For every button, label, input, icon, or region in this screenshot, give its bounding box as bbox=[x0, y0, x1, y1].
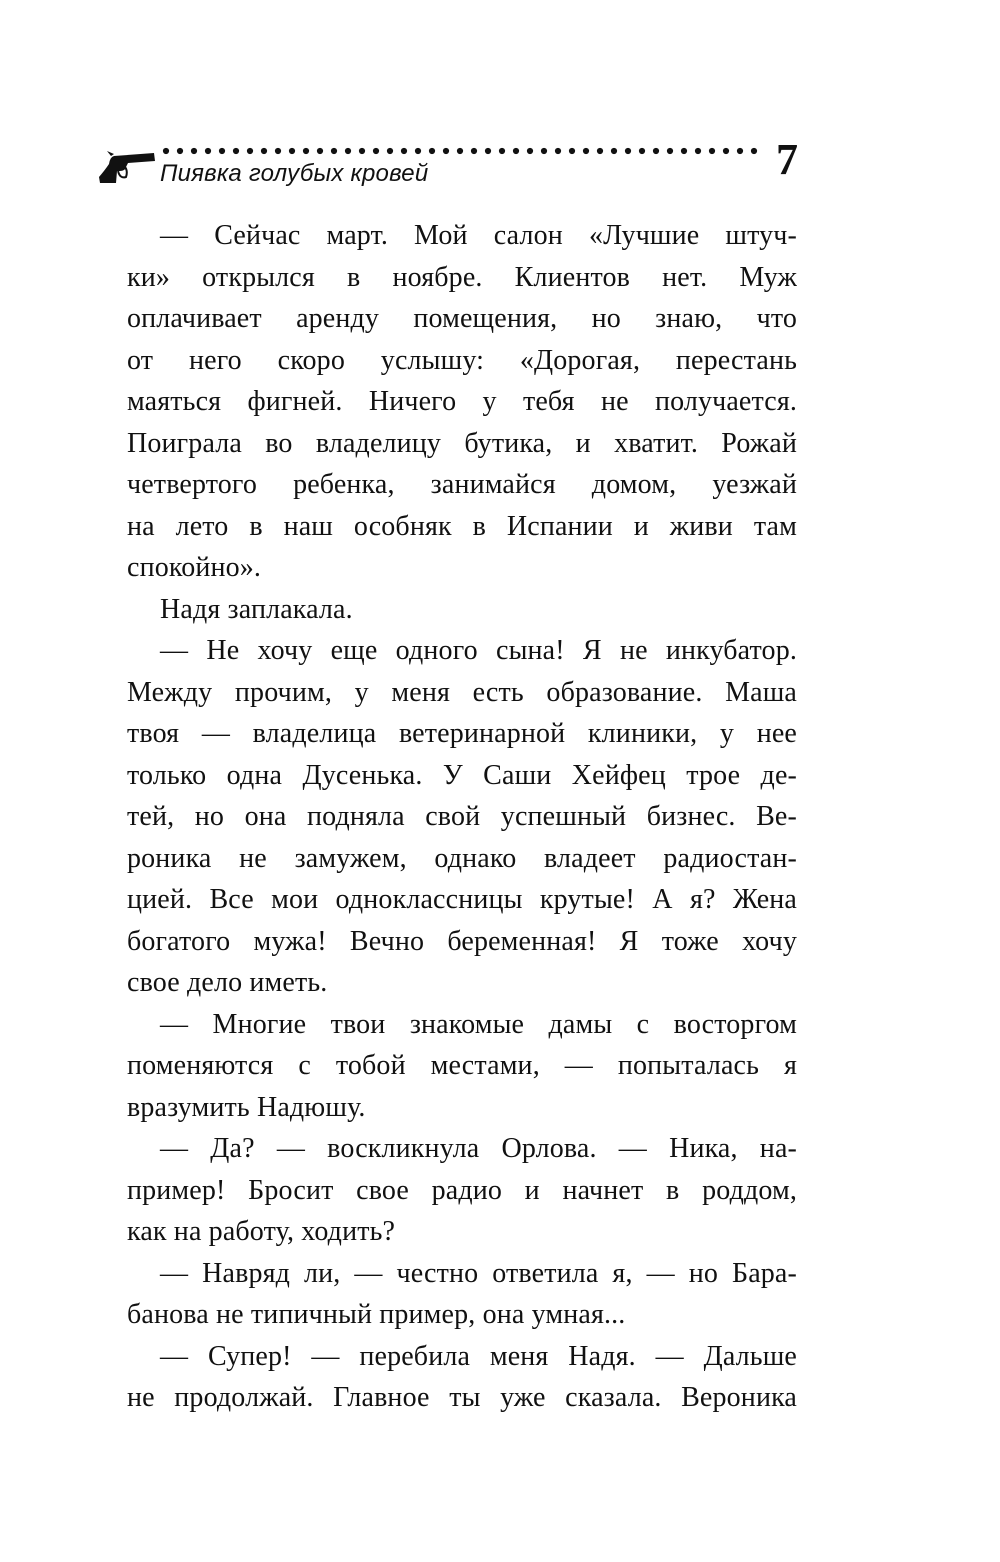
text-line: оплачивает аренду помещения, но знаю, что bbox=[127, 303, 797, 334]
page-number: 7 bbox=[776, 135, 798, 184]
text-line: — Не хочу еще одного сына! Я не инкубатор. bbox=[160, 635, 797, 666]
text-line: на лето в наш особняк в Испании и живи там bbox=[127, 510, 797, 542]
text-line: — Супер! — перебила меня Надя. — Дальше bbox=[160, 1340, 797, 1372]
text-line: твоя — владелица ветеринарной клиники, у нее bbox=[127, 718, 797, 749]
body-text bbox=[127, 215, 797, 1419]
text-line: как на работу, ходить? bbox=[127, 1216, 396, 1247]
text-line: поменяются с тобой местами, — попыталась я bbox=[127, 1050, 797, 1081]
text-line: Поиграла во владелицу бутика, и хватит. Рожай bbox=[127, 427, 797, 459]
text-line: роника не замужем, однако владеет радиостан- bbox=[127, 842, 797, 874]
text-line: четвертого ребенка, занимайся домом, уезжай bbox=[127, 469, 797, 500]
text-line: спокойно». bbox=[127, 552, 262, 583]
page-header bbox=[98, 135, 798, 195]
text-line: тей, но она подняла свой успешный бизнес. Ве- bbox=[127, 801, 797, 832]
running-title: Пиявка голубых кровей bbox=[160, 160, 429, 187]
text-line: ки» открылся в ноябре. Клиентов нет. Муж bbox=[127, 261, 797, 293]
paragraph bbox=[127, 215, 797, 589]
text-line: — Да? — воскликнула Орлова. — Ника, на- bbox=[160, 1133, 797, 1164]
paragraph bbox=[127, 1128, 797, 1253]
paragraph bbox=[127, 1253, 797, 1336]
paragraph bbox=[127, 1004, 797, 1129]
paragraph bbox=[127, 589, 797, 631]
text-line: только одна Дусенька. У Саши Хейфец трое де- bbox=[127, 759, 797, 791]
text-line: не продолжай. Главное ты уже сказала. Вероника bbox=[127, 1382, 797, 1413]
text-line: богатого мужа! Вечно беременная! Я тоже хочу bbox=[127, 925, 797, 957]
text-line: вразумить Надюшу. bbox=[127, 1091, 366, 1123]
text-line: Надя заплакала. bbox=[160, 593, 353, 625]
paragraph bbox=[127, 1336, 797, 1419]
text-line: — Навряд ли, — честно ответила я, — но Бара- bbox=[160, 1257, 797, 1289]
text-line: цией. Все мои одноклассницы крутые! А я? Жена bbox=[127, 884, 797, 915]
paragraph bbox=[127, 630, 797, 1004]
text-line: маяться фигней. Ничего у тебя не получается. bbox=[127, 386, 797, 417]
text-line: от него скоро услышу: «Дорогая, перестань bbox=[127, 344, 797, 376]
text-line: банова не типичный пример, она умная... bbox=[127, 1299, 626, 1330]
dotted-rule bbox=[162, 146, 760, 156]
text-line: свое дело иметь. bbox=[127, 967, 328, 998]
text-line: — Сейчас март. Мой салон «Лучшие штуч- bbox=[160, 220, 797, 251]
text-line: Между прочим, у меня есть образование. Маша bbox=[127, 676, 797, 708]
revolver-icon bbox=[98, 150, 156, 184]
text-line: — Многие твои знакомые дамы с восторгом bbox=[160, 1008, 797, 1040]
text-line: пример! Бросит свое радио и начнет в роддом, bbox=[127, 1174, 797, 1206]
